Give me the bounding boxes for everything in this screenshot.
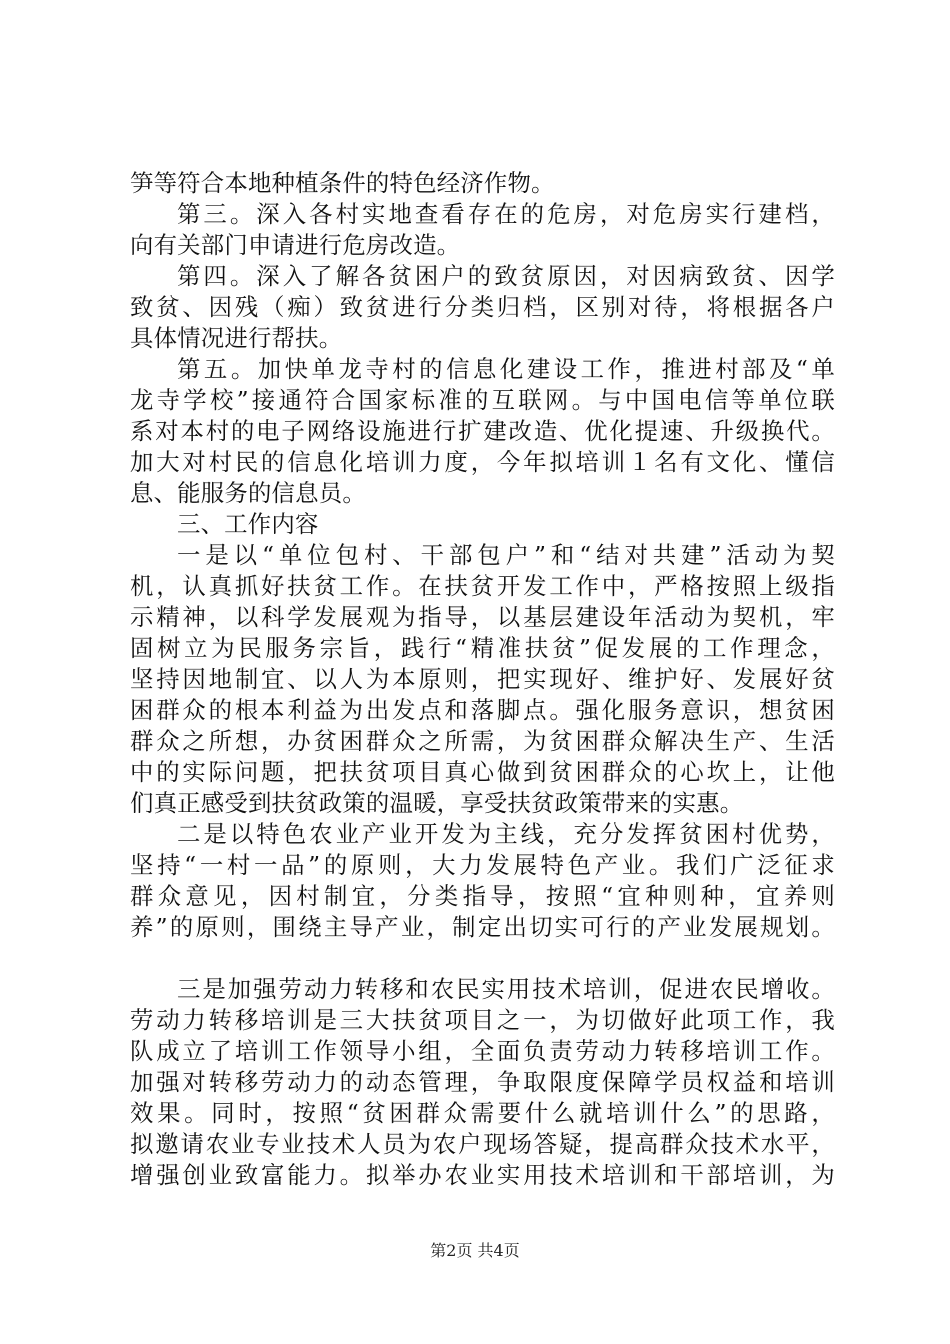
text-line: 加大对村民的信息化培训力度，今年拟培训１名有文化、懂信 (130, 448, 835, 476)
text-line: 第四。深入了解各贫困户的致贫原因，对因病致贫、因学 (177, 262, 835, 290)
text-line: 养”的原则，围绕主导产业，制定出切实可行的产业发展规划。 (130, 913, 835, 941)
body-text (130, 168, 835, 1191)
text-line: 拟邀请农业专业技术人员为农户现场答疑，提高群众技术水平， (130, 1130, 835, 1158)
section-heading: 三、工作内容 (177, 510, 319, 538)
text-line: 致贫、因残（痴）致贫进行分类归档，区别对待，将根据各户 (130, 293, 835, 321)
text-line: 群众之所想，办贫困群众之所需，为贫困群众解决生产、生活 (130, 727, 835, 755)
text-line: 示精神，以科学发展观为指导，以基层建设年活动为契机，牢 (130, 603, 835, 631)
text-line: 机，认真抓好扶贫工作。在扶贫开发工作中，严格按照上级指 (130, 572, 835, 600)
text-line: 们真正感受到扶贫政策的温暖，享受扶贫政策带来的实惠。 (130, 789, 744, 817)
text-line: 二是以特色农业产业开发为主线，充分发挥贫困村优势， (177, 820, 835, 848)
text-line: 劳动力转移培训是三大扶贫项目之一，为切做好此项工作，我 (130, 1006, 835, 1034)
text-line: 固树立为民服务宗旨，践行“精准扶贫”促发展的工作理念， (130, 634, 835, 662)
text-line: 三是加强劳动力转移和农民实用技术培训，促进农民增收。 (177, 975, 835, 1003)
text-line: 笋等符合本地种植条件的特色经济作物。 (130, 169, 555, 197)
paragraph-gap (130, 943, 835, 974)
text-line: 一是以“单位包村、干部包户”和“结对共建”活动为契 (177, 541, 835, 569)
text-line: 息、能服务的信息员。 (130, 479, 366, 507)
text-line: 具体情况进行帮扶。 (130, 324, 343, 352)
text-line: 系对本村的电子网络设施进行扩建改造、优化提速、升级换代。 (130, 417, 835, 445)
text-line: 困群众的根本利益为出发点和落脚点。强化服务意识，想贫困 (130, 696, 835, 724)
text-line: 坚持“一村一品”的原则，大力发展特色产业。我们广泛征求 (130, 851, 835, 879)
text-line: 中的实际问题，把扶贫项目真心做到贫困群众的心坎上，让他 (130, 758, 835, 786)
text-line: 坚持因地制宜、以人为本原则，把实现好、维护好、发展好贫 (130, 665, 835, 693)
text-line: 第三。深入各村实地查看存在的危房，对危房实行建档， (177, 200, 835, 228)
text-line: 效果。同时，按照“贫困群众需要什么就培训什么”的思路， (130, 1099, 835, 1127)
page-number: 第2页 共4页 (430, 1241, 520, 1260)
text-line: 群众意见，因村制宜，分类指导，按照“宜种则种，宜养则 (130, 882, 835, 910)
text-line: 第五。加快单龙寺村的信息化建设工作，推进村部及“单 (177, 355, 835, 383)
text-line: 向有关部门申请进行危房改造。 (130, 231, 461, 259)
text-line: 加强对转移劳动力的动态管理，争取限度保障学员权益和培训 (130, 1068, 835, 1096)
text-line: 增强创业致富能力。拟举办农业实用技术培训和干部培训，为 (130, 1161, 835, 1189)
text-line: 龙寺学校”接通符合国家标准的互联网。与中国电信等单位联 (130, 386, 835, 414)
text-line: 队成立了培训工作领导小组，全面负责劳动力转移培训工作。 (130, 1037, 835, 1065)
